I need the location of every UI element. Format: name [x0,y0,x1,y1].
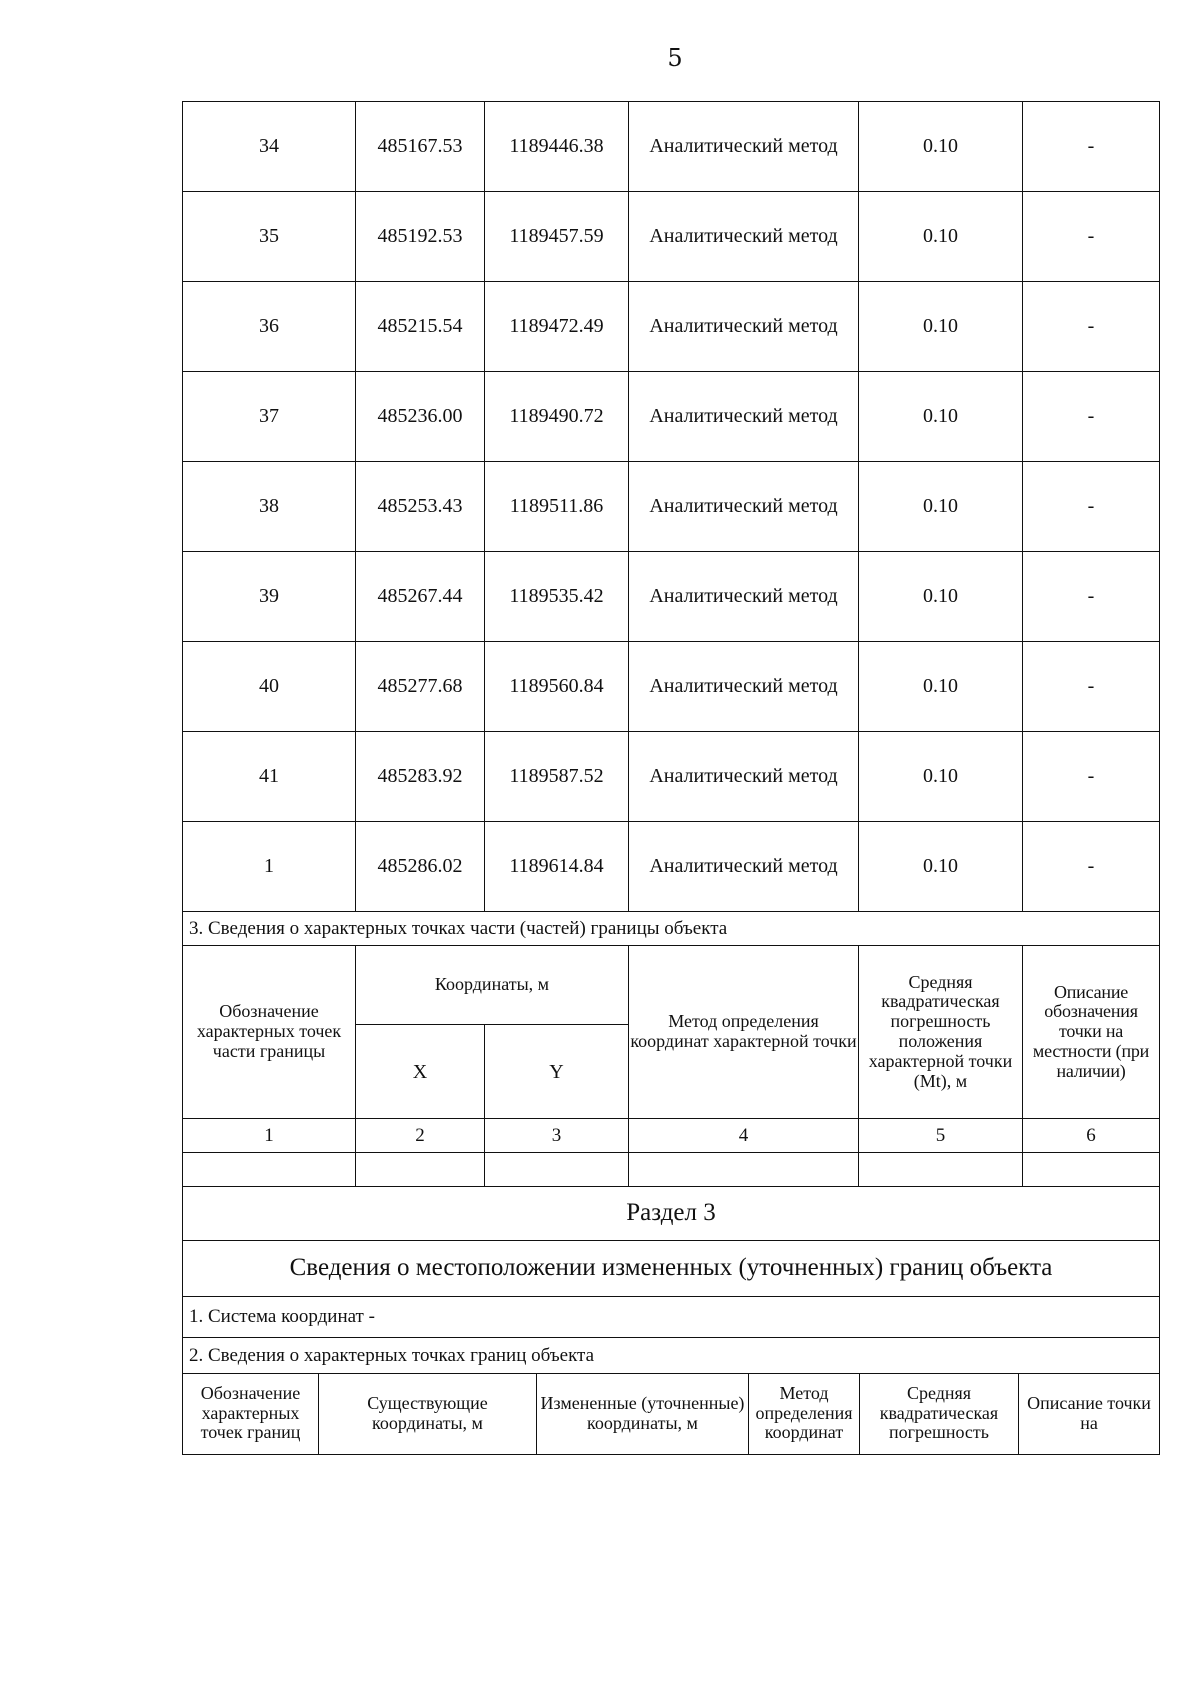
col-number-2: 2 [356,1119,485,1153]
col-number-3: 3 [485,1119,629,1153]
coord-x-cell: 485277.68 [356,642,485,732]
col-number-1: 1 [183,1119,356,1153]
method-cell: Аналитический метод [629,372,859,462]
method-cell: Аналитический метод [629,732,859,822]
coord-y-cell: 1189587.52 [485,732,629,822]
coord-x-cell: 485192.53 [356,192,485,282]
boundary-points-body [183,102,1160,912]
description-cell: - [1023,462,1160,552]
mean-error-cell: 0.10 [859,282,1023,372]
description-cell: - [1023,732,1160,822]
header-coords: Координаты, м [356,946,629,1025]
document-sheet [182,101,1159,1455]
header-point-description: Описание точки на [1019,1373,1160,1454]
coord-y-cell: 1189535.42 [485,552,629,642]
method-cell: Аналитический метод [629,552,859,642]
coord-x-cell: 485215.54 [356,282,485,372]
description-cell: - [1023,552,1160,642]
header-designation: Обозначение характерных точек части границы [183,946,356,1119]
table-row [183,552,1160,642]
table-row [183,372,1160,462]
method-cell: Аналитический метод [629,462,859,552]
header-method: Метод определения координат характерной точки [629,946,859,1119]
table-row [183,732,1160,822]
method-cell: Аналитический метод [629,822,859,912]
table-row [183,192,1160,282]
method-cell: Аналитический метод [629,282,859,372]
description-cell: - [1023,642,1160,732]
header-y: Y [485,1025,629,1119]
part3-caption: 3. Сведения о характерных точках части (частей) границы объекта [183,912,1160,946]
point-number-cell: 37 [183,372,356,462]
header-designation-boundaries: Обозначение характерных точек границ [183,1373,319,1454]
header-description: Описание обозначения точки на местности (при наличии) [1023,946,1160,1119]
header-x: X [356,1025,485,1119]
description-cell: - [1023,372,1160,462]
coord-system-line: 1. Система координат - [183,1297,1160,1338]
description-cell: - [1023,102,1160,192]
coord-y-cell: 1189511.86 [485,462,629,552]
mean-error-cell: 0.10 [859,372,1023,462]
section-subtitle: Сведения о местоположении измененных (уточненных) границ объекта [183,1241,1160,1297]
coord-y-cell: 1189457.59 [485,192,629,282]
section-title: Раздел 3 [183,1187,1160,1241]
page-number: 5 [667,44,683,72]
header-existing-coords: Существующие координаты, м [319,1373,537,1454]
boundary-points-table [182,101,1160,1374]
description-cell: - [1023,282,1160,372]
header-error: Средняя квадратическая погрешность положения характерной точки (Mt), м [859,946,1023,1119]
mean-error-cell: 0.10 [859,732,1023,822]
coord-y-cell: 1189472.49 [485,282,629,372]
description-cell: - [1023,822,1160,912]
mean-error-cell: 0.10 [859,552,1023,642]
mean-error-cell: 0.10 [859,462,1023,552]
col-number-5: 5 [859,1119,1023,1153]
header-mean-error: Средняя квадратическая погрешность [860,1373,1019,1454]
table-row [183,642,1160,732]
coord-x-cell: 485267.44 [356,552,485,642]
coord-y-cell: 1189490.72 [485,372,629,462]
points-caption: 2. Сведения о характерных точках границ объекта [183,1338,1160,1374]
coord-x-cell: 485167.53 [356,102,485,192]
coord-x-cell: 485253.43 [356,462,485,552]
mean-error-cell: 0.10 [859,822,1023,912]
mean-error-cell: 0.10 [859,642,1023,732]
method-cell: Аналитический метод [629,102,859,192]
point-number-cell: 34 [183,102,356,192]
point-number-cell: 1 [183,822,356,912]
point-number-cell: 40 [183,642,356,732]
header-changed-coords: Измененные (уточненные) координаты, м [537,1373,749,1454]
point-number-cell: 38 [183,462,356,552]
table-row [183,282,1160,372]
point-number-cell: 36 [183,282,356,372]
mean-error-cell: 0.10 [859,192,1023,282]
table-row [183,822,1160,912]
mean-error-cell: 0.10 [859,102,1023,192]
empty-row [183,1153,1160,1187]
method-cell: Аналитический метод [629,642,859,732]
point-number-cell: 41 [183,732,356,822]
point-number-cell: 35 [183,192,356,282]
coord-y-cell: 1189560.84 [485,642,629,732]
col-number-4: 4 [629,1119,859,1153]
changed-boundaries-header-table [182,1373,1160,1455]
col-number-6: 6 [1023,1119,1160,1153]
table-row [183,102,1160,192]
coord-x-cell: 485286.02 [356,822,485,912]
point-number-cell: 39 [183,552,356,642]
coord-x-cell: 485283.92 [356,732,485,822]
header-method-coords: Метод определения координат [749,1373,860,1454]
method-cell: Аналитический метод [629,192,859,282]
table-row [183,462,1160,552]
coord-y-cell: 1189446.38 [485,102,629,192]
coord-x-cell: 485236.00 [356,372,485,462]
description-cell: - [1023,192,1160,282]
coord-y-cell: 1189614.84 [485,822,629,912]
